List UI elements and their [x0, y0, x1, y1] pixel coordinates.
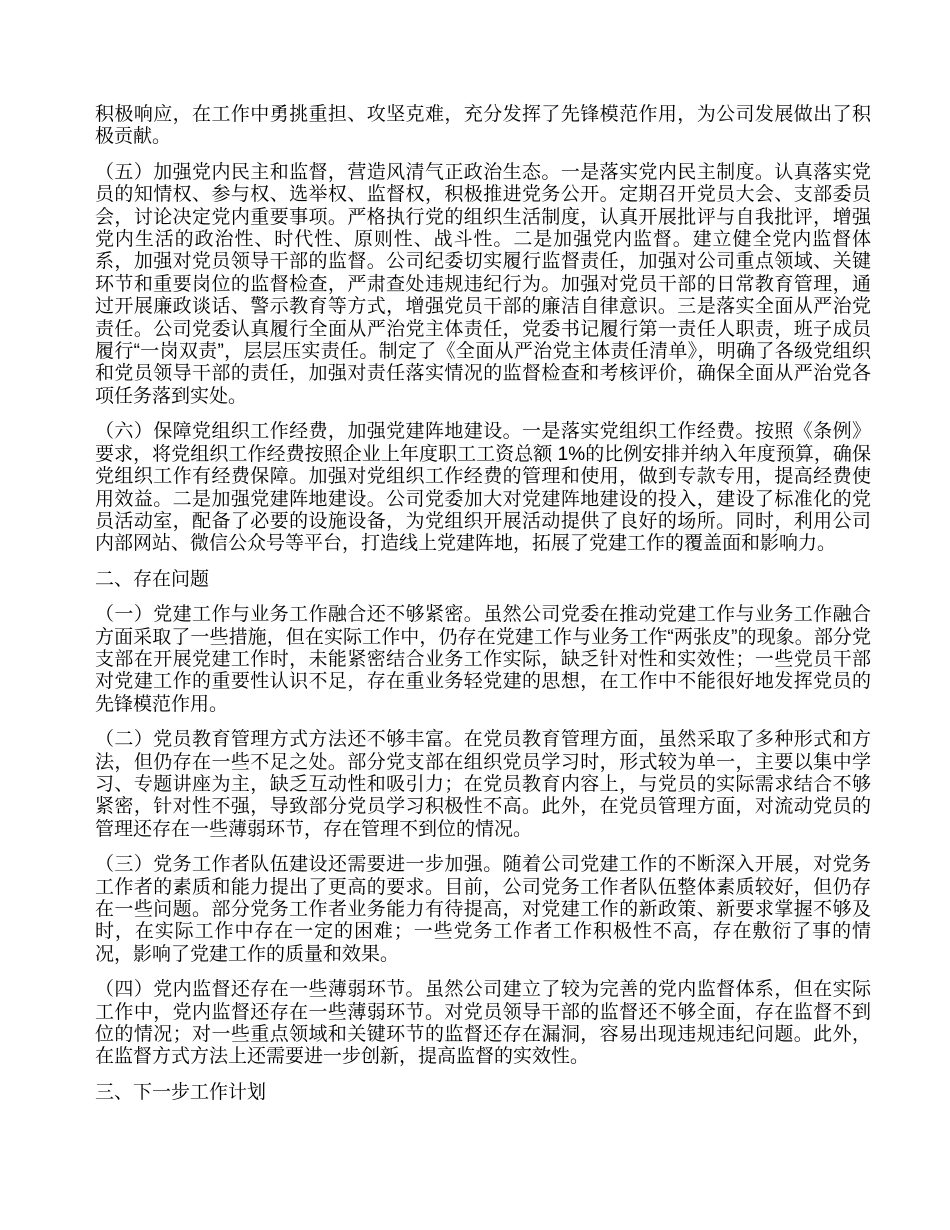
paragraph-problem-4-internal-supervision: （四）党内监督还存在一些薄弱环节。虽然公司建立了较为完善的党内监督体系，但在实际工作中，党内监督还存在一些薄弱环节。对党员领导干部的监督还不够全面，存在监督不到位的情况；对一些重点领域和关键环节的监督还存在漏洞，容易出现违规违纪问题。此外，在监督方式方法上还需要进一步创新，提高监督的实效性。: [95, 979, 871, 1068]
paragraph-problem-3-staff-team: （三）党务工作者队伍建设还需要进一步加强。随着公司党建工作的不断深入开展，对党务工作者的素质和能力提出了更高的要求。目前，公司党务工作者队伍整体素质较好，但仍存在一些问题。部分党务工作者业务能力有待提高，对党建工作的新政策、新要求掌握不够及时，在实际工作中存在一定的困难；一些党务工作者工作积极性不高，存在敷衍了事的情况，影响了党建工作的质量和效果。: [95, 854, 871, 965]
heading-part-3-next-work-plan: 三、下一步工作计划: [95, 1081, 267, 1103]
heading-part-2-existing-problems: 二、存在问题: [95, 568, 210, 590]
paragraph-problem-2-member-education: （二）党员教育管理方式方法还不够丰富。在党员教育管理方面，虽然采取了多种形式和方法，但仍存在一些不足之处。部分党支部在组织党员学习时，形式较为单一，主要以集中学习、专题讲座为主，缺乏互动性和吸引力；在党员教育内容上，与党员的实际需求结合不够紧密，针对性不强，导致部分党员学习积极性不高。此外，在党员管理方面，对流动党员的管理还存在一些薄弱环节，存在管理不到位的情况。: [95, 729, 871, 840]
paragraph-intro-continuation: 积极响应，在工作中勇挑重担、攻坚克难，充分发挥了先锋模范作用，为公司发展做出了积极贡献。: [95, 104, 871, 148]
paragraph-section-5-democracy-supervision: （五）加强党内民主和监督，营造风清气正政治生态。一是落实党内民主制度。认真落实党员的知情权、参与权、选举权、监督权，积极推进党务公开。定期召开党员大会、支部委员会，讨论决定党内重要事项。严格执行党的组织生活制度，认真开展批评与自我批评，增强党内生活的政治性、时代性、原则性、战斗性。二是加强党内监督。建立健全党内监督体系，加强对党员领导干部的监督。公司纪委切实履行监督责任，加强对公司重点领域、关键环节和重要岗位的监督检查，严肃查处违规违纪行为。加强对党员干部的日常教育管理，通过开展廉政谈话、警示教育等方式，增强党员干部的廉洁自律意识。三是落实全面从严治党责任。公司党委认真履行全面从严治党主体责任，党委书记履行第一责任人职责，班子成员履行“一岗双责”，层层压实责任。制定了《全面从严治党主体责任清单》，明确了各级党组织和党员领导干部的责任，加强对责任落实情况的监督检查和考核评价，确保全面从严治党各项任务落到实处。: [95, 161, 871, 407]
paragraph-problem-1-integration: （一）党建工作与业务工作融合还不够紧密。虽然公司党委在推动党建工作与业务工作融合方面采取了一些措施，但在实际工作中，仍存在党建工作与业务工作“两张皮”的现象。部分党支部在开展党建工作时，未能紧密结合业务工作实际，缺乏针对性和实效性；一些党员干部对党建工作的重要性认识不足，存在重业务轻党建的思想，在工作中不能很好地发挥党员的先锋模范作用。: [95, 604, 871, 715]
document-text-block: [95, 104, 871, 1117]
paragraph-section-6-funding-positions: （六）保障党组织工作经费，加强党建阵地建设。一是落实党组织工作经费。按照《条例》要求，将党组织工作经费按照企业上年度职工工资总额 1%的比例安排并纳入年度预算，确保党组织工作有经费保障。加强对党组织工作经费的管理和使用，做到专款专用，提高经费使用效益。二是加强党建阵地建设。公司党委加大对党建阵地建设的投入，建设了标准化的党员活动室，配备了必要的设施设备，为党组织开展活动提供了良好的场所。同时，利用公司内部网站、微信公众号等平台，打造线上党建阵地，拓展了党建工作的覆盖面和影响力。: [95, 421, 871, 555]
